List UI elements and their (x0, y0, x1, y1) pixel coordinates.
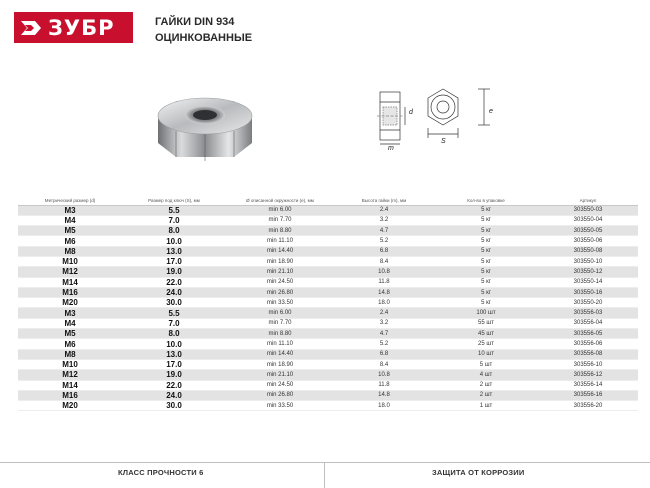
cell-wrench-size: 19.0 (122, 267, 226, 277)
cell-metric-size: M3 (18, 308, 122, 318)
label-d: d (409, 109, 413, 116)
table-row (18, 298, 638, 308)
label-s: S (441, 138, 446, 145)
cell-metric-size: M12 (18, 267, 122, 277)
cell-circle-diameter: min 11.10 (226, 236, 334, 246)
cell-wrench-size: 7.0 (122, 215, 226, 225)
cell-metric-size: M8 (18, 349, 122, 359)
cell-article: 303556-16 (538, 390, 638, 400)
cell-circle-diameter: min 33.50 (226, 298, 334, 308)
cell-metric-size: M12 (18, 370, 122, 380)
cell-metric-size: M6 (18, 339, 122, 349)
cell-nut-height: 6.8 (334, 349, 434, 359)
table-row (18, 339, 638, 349)
cell-nut-height: 10.8 (334, 267, 434, 277)
cell-nut-height: 5.2 (334, 236, 434, 246)
cell-article: 303550-16 (538, 287, 638, 297)
cell-wrench-size: 5.5 (122, 308, 226, 318)
cell-pack-quantity: 5 шт (434, 359, 538, 369)
cell-wrench-size: 22.0 (122, 277, 226, 287)
cell-circle-diameter: min 6.00 (226, 205, 334, 215)
cell-pack-quantity: 4 шт (434, 370, 538, 380)
table-row (18, 390, 638, 400)
cell-wrench-size: 5.5 (122, 205, 226, 215)
cell-nut-height: 8.4 (334, 256, 434, 266)
cell-wrench-size: 17.0 (122, 256, 226, 266)
table-row (18, 256, 638, 266)
cell-pack-quantity: 5 кг (434, 267, 538, 277)
footer-separator (324, 462, 325, 488)
cell-circle-diameter: min 7.70 (226, 215, 334, 225)
cell-wrench-size: 10.0 (122, 339, 226, 349)
cell-article: 303556-10 (538, 359, 638, 369)
cell-wrench-size: 22.0 (122, 380, 226, 390)
cell-pack-quantity: 1 шт (434, 401, 538, 411)
table-row (18, 215, 638, 225)
cell-pack-quantity: 5 кг (434, 236, 538, 246)
cell-metric-size: M14 (18, 277, 122, 287)
cell-wrench-size: 30.0 (122, 298, 226, 308)
cell-nut-height: 4.7 (334, 226, 434, 236)
table-row (18, 370, 638, 380)
cell-metric-size: M10 (18, 359, 122, 369)
table-row (18, 246, 638, 256)
cell-article: 303550-08 (538, 246, 638, 256)
strength-class-label: КЛАСС ПРОЧНОСТИ 6 (118, 468, 204, 477)
cell-metric-size: M20 (18, 298, 122, 308)
cell-pack-quantity: 5 кг (434, 215, 538, 225)
cell-nut-height: 18.0 (334, 401, 434, 411)
cell-metric-size: M3 (18, 205, 122, 215)
cell-pack-quantity: 55 шт (434, 318, 538, 328)
table-row (18, 226, 638, 236)
cell-circle-diameter: min 26.80 (226, 287, 334, 297)
cell-pack-quantity: 5 кг (434, 298, 538, 308)
cell-nut-height: 8.4 (334, 359, 434, 369)
cell-circle-diameter: min 21.10 (226, 370, 334, 380)
label-e: e (489, 108, 493, 115)
cell-wrench-size: 24.0 (122, 390, 226, 400)
cell-circle-diameter: min 14.40 (226, 246, 334, 256)
cell-circle-diameter: min 7.70 (226, 318, 334, 328)
cell-pack-quantity: 5 кг (434, 287, 538, 297)
cell-nut-height: 11.8 (334, 380, 434, 390)
table-row (18, 401, 638, 411)
cell-article: 303556-20 (538, 401, 638, 411)
cell-circle-diameter: min 14.40 (226, 349, 334, 359)
cell-wrench-size: 24.0 (122, 287, 226, 297)
cell-nut-height: 4.7 (334, 329, 434, 339)
cell-nut-height: 6.8 (334, 246, 434, 256)
header-metric-size: Метрический размер (d) (18, 196, 122, 205)
cell-nut-height: 2.4 (334, 308, 434, 318)
cell-wrench-size: 13.0 (122, 349, 226, 359)
table-row (18, 236, 638, 246)
cell-circle-diameter: min 21.10 (226, 267, 334, 277)
cell-pack-quantity: 45 шт (434, 329, 538, 339)
cell-nut-height: 5.2 (334, 339, 434, 349)
cell-metric-size: M16 (18, 287, 122, 297)
cell-metric-size: M20 (18, 401, 122, 411)
cell-metric-size: M10 (18, 256, 122, 266)
cell-metric-size: M8 (18, 246, 122, 256)
cell-nut-height: 14.8 (334, 287, 434, 297)
cell-circle-diameter: min 8.80 (226, 329, 334, 339)
cell-article: 303556-06 (538, 339, 638, 349)
cell-pack-quantity: 2 шт (434, 390, 538, 400)
cell-article: 303556-08 (538, 349, 638, 359)
cell-metric-size: M5 (18, 226, 122, 236)
cell-pack-quantity: 2 шт (434, 380, 538, 390)
cell-metric-size: M6 (18, 236, 122, 246)
cell-pack-quantity: 5 кг (434, 256, 538, 266)
header-circle-diameter: Ø описанной окружности (e), мм (226, 196, 334, 205)
cell-wrench-size: 10.0 (122, 236, 226, 246)
table-row (18, 267, 638, 277)
cell-circle-diameter: min 11.10 (226, 339, 334, 349)
cell-pack-quantity: 100 шт (434, 308, 538, 318)
cell-circle-diameter: min 24.50 (226, 277, 334, 287)
cell-article: 303550-05 (538, 226, 638, 236)
cell-wrench-size: 7.0 (122, 318, 226, 328)
cell-nut-height: 11.8 (334, 277, 434, 287)
table-row (18, 277, 638, 287)
cell-circle-diameter: min 8.80 (226, 226, 334, 236)
title-line-1: ГАЙКИ DIN 934 (155, 16, 235, 28)
table-row (18, 349, 638, 359)
cell-nut-height: 3.2 (334, 215, 434, 225)
cell-article: 303556-04 (538, 318, 638, 328)
cell-article: 303556-12 (538, 370, 638, 380)
cell-metric-size: M14 (18, 380, 122, 390)
cell-article: 303550-12 (538, 267, 638, 277)
header-nut-height: Высота гайки (m), мм (334, 196, 434, 205)
cell-circle-diameter: min 18.90 (226, 359, 334, 369)
header-wrench-size: Размер под ключ (S), мм (122, 196, 226, 205)
cell-wrench-size: 8.0 (122, 329, 226, 339)
header-pack-quantity: Кол-во в упаковке (434, 196, 538, 205)
label-m: m (388, 145, 394, 152)
cell-circle-diameter: min 6.00 (226, 308, 334, 318)
cell-article: 303550-04 (538, 215, 638, 225)
footer-divider (0, 462, 650, 463)
table-row (18, 318, 638, 328)
corrosion-protection-label: ЗАЩИТА ОТ КОРРОЗИИ (432, 468, 525, 477)
cell-pack-quantity: 5 кг (434, 226, 538, 236)
cell-article: 303550-03 (538, 205, 638, 215)
cell-nut-height: 3.2 (334, 318, 434, 328)
cell-pack-quantity: 5 кг (434, 246, 538, 256)
table-row (18, 308, 638, 318)
table-row (18, 380, 638, 390)
brand-mark-icon (20, 17, 42, 39)
table-row (18, 205, 638, 215)
table-row (18, 287, 638, 297)
specification-table (18, 196, 638, 411)
cell-article: 303550-20 (538, 298, 638, 308)
cell-circle-diameter: min 26.80 (226, 390, 334, 400)
cell-article: 303556-14 (538, 380, 638, 390)
technical-drawing (368, 80, 503, 160)
cell-pack-quantity: 5 кг (434, 277, 538, 287)
page-title (155, 14, 252, 46)
cell-pack-quantity: 5 кг (434, 205, 538, 215)
cell-nut-height: 2.4 (334, 205, 434, 215)
cell-wrench-size: 19.0 (122, 370, 226, 380)
cell-nut-height: 10.8 (334, 370, 434, 380)
cell-metric-size: M16 (18, 390, 122, 400)
cell-nut-height: 18.0 (334, 298, 434, 308)
cell-article: 303550-14 (538, 277, 638, 287)
brand-logo (14, 12, 133, 43)
cell-wrench-size: 13.0 (122, 246, 226, 256)
cell-wrench-size: 8.0 (122, 226, 226, 236)
cell-article: 303556-03 (538, 308, 638, 318)
table-header-row (18, 196, 638, 205)
header-article: Артикул (538, 196, 638, 205)
hex-nut-photo (150, 85, 260, 161)
cell-wrench-size: 30.0 (122, 401, 226, 411)
cell-wrench-size: 17.0 (122, 359, 226, 369)
cell-metric-size: M4 (18, 215, 122, 225)
table-row (18, 359, 638, 369)
cell-pack-quantity: 25 шт (434, 339, 538, 349)
cell-nut-height: 14.8 (334, 390, 434, 400)
cell-article: 303550-10 (538, 256, 638, 266)
cell-metric-size: M5 (18, 329, 122, 339)
cell-circle-diameter: min 33.50 (226, 401, 334, 411)
cell-metric-size: M4 (18, 318, 122, 328)
cell-circle-diameter: min 24.50 (226, 380, 334, 390)
brand-name: ЗУБР (48, 15, 115, 40)
cell-circle-diameter: min 18.90 (226, 256, 334, 266)
cell-pack-quantity: 10 шт (434, 349, 538, 359)
table-row (18, 329, 638, 339)
title-line-2: ОЦИНКОВАННЫЕ (155, 32, 253, 44)
cell-article: 303550-06 (538, 236, 638, 246)
cell-article: 303556-05 (538, 329, 638, 339)
